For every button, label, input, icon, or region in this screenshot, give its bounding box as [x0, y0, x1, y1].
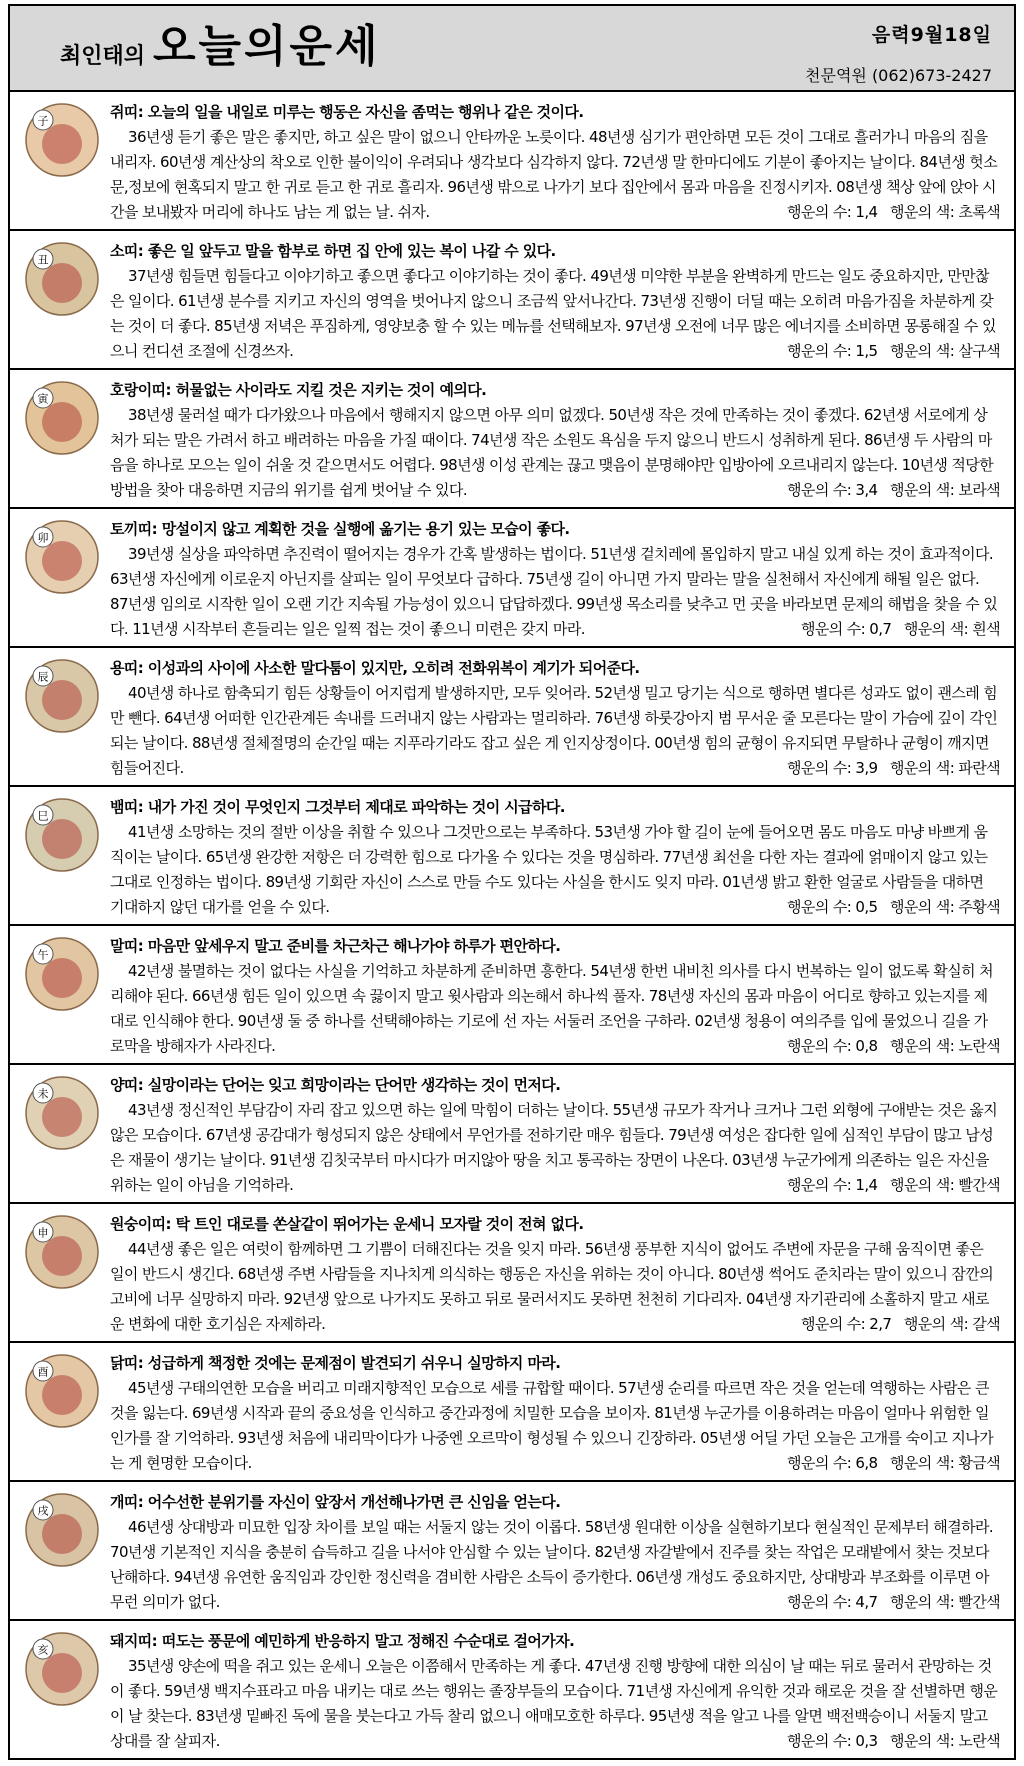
snake-icon	[24, 797, 100, 873]
zodiac-char-badge: 丑	[37, 253, 49, 267]
fortune-headline: 원숭이띠: 탁 트인 대로를 쏜살같이 뛰어가는 운세니 모자랄 것이 전혀 없다.	[110, 1215, 584, 1233]
lucky-info	[769, 478, 1000, 503]
fortune-headline: 호랑이띠: 허물없는 사이라도 지킬 것은 지키는 것이 예의다.	[110, 381, 487, 399]
header-info	[805, 20, 992, 86]
dragon-icon	[24, 658, 100, 734]
zodiac-char-badge: 午	[37, 948, 49, 962]
lucky-color: 행운의 색: 살구색	[889, 342, 1000, 360]
fortune-body	[110, 1098, 1000, 1198]
fortune-text	[110, 1351, 1000, 1476]
lucky-color: 행운의 색: 노란색	[889, 1037, 1000, 1055]
fortune-headline: 뱀띠: 내가 가진 것이 무엇인지 그것부터 제대로 파악하는 것이 시급하다.	[110, 798, 565, 816]
zodiac-char-badge: 卯	[37, 531, 49, 545]
fortune-headline: 말띠: 마음만 앞세우지 말고 준비를 차근차근 해나가야 하루가 편안하다.	[110, 937, 561, 955]
fortune-body-text: 43년생 정신적인 부담감이 자리 잡고 있으면 하는 일에 막힘이 더하는 날이다. 55년생 규모가 작거나 크거나 그런 외형에 구애받는 것은 옳지 않은 모습이다. 67년생 공감대가 형성되지 않은 상태에서 무언가를 전하기란 매우 힘들다. 79년생 여성은 잡다한 일에 심적인 부담이 많고 남성은 재물이 생기는 날이다. 91년생 김칫국부터 마시다가 머지않아 땅을 치고 통곡하는 장면이 나온다. 03년생 누군가에게 의존하는 일은 자신을 위하는 일이 아님을 기억하라.	[110, 1101, 998, 1194]
fortune-body	[110, 1237, 1000, 1337]
fortune-body-text: 44년생 좋은 일은 여럿이 함께하면 그 기쁨이 더해진다는 것을 잊지 마라. 56년생 풍부한 지식이 없어도 주변에 자문을 구해 움직이면 좋은 일이 반드시 생긴다. 68년생 주변 사람들을 지나치게 의식하는 행동은 자신을 위하는 것이 아니다. 80년생 썩어도 준치라는 말이 있으니 잠깐의 고비에 너무 실망하지 마라. 92년생 앞으로 나가지도 못하고 뒤로 물러서지도 못하면 천천히 기다리자. 04년생 자기관리에 소홀하지 말고 새로운 변화에 대한 호기심은 자제하라.	[110, 1240, 994, 1333]
ox-icon	[24, 241, 100, 317]
lucky-info	[769, 339, 1000, 364]
fortune-headline: 개띠: 어수선한 분위기를 자신이 앞장서 개선해나가면 큰 신임을 얻는다.	[110, 1493, 561, 1511]
fortune-body	[110, 264, 1000, 364]
fortune-text	[110, 656, 1000, 781]
fortune-body-text: 40년생 하나로 함축되기 힘든 상황들이 어지럽게 발생하지만, 모두 잊어라. 52년생 밀고 당기는 식으로 행하면 별다른 성과도 없이 괜스레 힘만 뺀다. 64년생 어떠한 인간관계든 속내를 드러내지 않는 사람과는 멀리하라. 76년생 하룻강아지 범 무서운 줄 모른다는 말이 가슴에 깊이 각인되는 날이다. 88년생 절체절명의 순간일 때는 지푸라기라도 잡고 싶은 게 인지상정이다. 00년생 힘의 균형이 유지되면 무탈하나 균형이 깨지면 힘들어진다.	[110, 684, 998, 777]
zodiac-section	[10, 1482, 1014, 1621]
fortune-headline: 쥐띠: 오늘의 일을 내일로 미루는 행동은 자신을 좀먹는 행위나 같은 것이다.	[110, 103, 584, 121]
dog-icon	[24, 1492, 100, 1568]
zodiac-char-badge: 未	[37, 1087, 49, 1101]
lucky-info	[769, 1034, 1000, 1059]
zodiac-section	[10, 1621, 1014, 1758]
fortune-text	[110, 1629, 1000, 1754]
fortune-text	[110, 1490, 1000, 1615]
lucky-info	[783, 617, 1000, 642]
fortune-body-text: 35년생 양손에 떡을 쥐고 있는 운세니 오늘은 이쯤해서 만족하는 게 좋다. 47년생 진행 방향에 대한 의심이 날 때는 뒤로 물러서 관망하는 것이 좋다. 59년생 백지수표라고 마음 내키는 대로 쓰는 행위는 졸장부들의 모습이다. 71년생 자신에게 유익한 것과 해로운 것을 잘 선별하면 행운이 날 찾는다. 83년생 밑빠진 독에 물을 붓는다고 가득 찰리 없으니 애매모호한 하루다. 95년생 적을 알고 나를 알면 백전백승이니 서둘지 말고 상대를 잘 살피자.	[110, 1657, 998, 1750]
lucky-number: 행운의 수: 4,7	[787, 1593, 878, 1611]
fortune-body-text: 46년생 상대방과 미묘한 입장 차이를 보일 때는 서둘지 않는 것이 이롭다. 58년생 원대한 이상을 실현하기보다 현실적인 문제부터 해결하라. 70년생 기본적인 지식을 충분히 습득하고 길을 나서야 안심할 수 있는 날이다. 82년생 자갈밭에서 진주를 찾는 작업은 모래밭에서 찾는 것보다 난해하다. 94년생 유연한 움직임과 강인한 정신력을 겸비한 사람은 소득이 증가한다. 06년생 개성도 중요하지만, 상대방과 부조화를 이루면 아무런 의미가 없다.	[110, 1518, 994, 1611]
lucky-color: 행운의 색: 황금색	[889, 1454, 1000, 1472]
horse-icon	[24, 936, 100, 1012]
fortune-body	[110, 1376, 1000, 1476]
lucky-color: 행운의 색: 파란색	[889, 759, 1000, 777]
lucky-info	[769, 1590, 1000, 1615]
zodiac-char-badge: 戌	[37, 1504, 49, 1518]
zodiac-char-badge: 子	[37, 114, 49, 128]
lunar-date: 음력9월18일	[871, 24, 992, 46]
lucky-color: 행운의 색: 주황색	[889, 898, 1000, 916]
zodiac-section	[10, 1204, 1014, 1343]
lucky-number: 행운의 수: 0,3	[787, 1732, 878, 1750]
fortune-headline: 토끼띠: 망설이지 않고 계획한 것을 실행에 옮기는 용기 있는 모습이 좋다.	[110, 520, 570, 538]
column-author: 최인태의	[60, 43, 146, 69]
fortune-body-text: 41년생 소망하는 것의 절반 이상을 취할 수 있으나 그것만으로는 부족하다. 53년생 가야 할 길이 눈에 들어오면 몸도 마음도 마냥 바쁘게 움직이는 날이다. 65년생 완강한 저항은 더 강력한 힘으로 다가올 수 있다는 것을 명심하라. 77년생 최선을 다한 자는 결과에 얽매이지 않고 있는 그대로 인정하는 법이다. 89년생 기회란 자신이 스스로 만들 수도 있다는 사실을 한시도 잊지 마라. 01년생 밝고 환한 얼굴로 사람들을 대하면 기대하지 않던 대가를 얻을 수 있다.	[110, 823, 988, 916]
lucky-color: 행운의 색: 흰색	[903, 620, 1000, 638]
rabbit-icon	[24, 519, 100, 595]
fortune-body-text: 36년생 듣기 좋은 말은 좋지만, 하고 싶은 말이 없으니 안타까운 노릇이다. 48년생 심기가 편안하면 모든 것이 그대로 흘러가니 마음의 짐을 내리자. 60년생 계산상의 착오로 인한 불이익이 우려되나 생각보다 심각하지 않다. 72년생 말 한마디에도 기분이 좋아지는 날이다. 84년생 헛소문,정보에 현혹되지 말고 한 귀로 듣고 한 귀로 흘리자. 96년생 밖으로 나가기 보다 집안에서 몸과 마음을 진정시키자. 08년생 책상 앞에 앉아 시간을 보내봤자 머리에 하나도 남는 게 없는 날. 쉬자.	[110, 128, 998, 221]
zodiac-char-badge: 巳	[37, 809, 49, 823]
column-title: 오늘의운세	[153, 21, 381, 72]
lucky-number: 행운의 수: 1,4	[787, 203, 878, 221]
zodiac-char-badge: 辰	[37, 670, 49, 684]
fortune-body-text: 39년생 실상을 파악하면 추진력이 떨어지는 경우가 간혹 발생하는 법이다. 51년생 겉치레에 몰입하지 말고 내실 있게 하는 것이 효과적이다. 63년생 자신에게 이로운지 아닌지를 살피는 일이 무엇보다 급하다. 75년생 길이 아니면 가지 말라는 말을 실천해서 자신에게 해될 일은 없다. 87년생 임의로 시작한 일이 오랜 기간 지속될 가능성이 있으니 답답하겠다. 99년생 목소리를 낮추고 먼 곳을 바라보면 문제의 해법을 찾을 수 있다. 11년생 시작부터 흔들리는 일은 일찍 접는 것이 좋으니 미련은 갖지 마라.	[110, 545, 998, 638]
lucky-info	[769, 756, 1000, 781]
zodiac-char-badge: 酉	[37, 1365, 49, 1379]
fortune-page	[8, 4, 1016, 1760]
sheep-icon	[24, 1075, 100, 1151]
page-header	[10, 6, 1014, 92]
fortune-body-text: 38년생 물러설 때가 다가왔으나 마음에서 행해지지 않으면 아무 의미 없겠다. 50년생 작은 것에 만족하는 것이 좋겠다. 62년생 서로에게 상처가 되는 말은 가려서 하고 배려하는 마음을 가질 때이다. 74년생 작은 소원도 욕심을 두지 않으니 반드시 성취하게 된다. 86년생 두 사람의 마음을 하나로 모으는 일이 쉬울 것 같으면서도 어렵다. 98년생 이성 관계는 끊고 맺음이 분명해야만 입방아에 오르내리지 않는다. 10년생 적당한 방법을 찾아 대응하면 지금의 위기를 쉽게 벗어날 수 있다.	[110, 406, 994, 499]
lucky-number: 행운의 수: 3,9	[787, 759, 878, 777]
fortune-body-text: 37년생 힘들면 힘들다고 이야기하고 좋으면 좋다고 이야기하는 것이 좋다. 49년생 미약한 부분을 완벽하게 만드는 일도 중요하지만, 만만찮은 일이다. 61년생 분수를 지키고 자신의 영역을 벗어나지 않으니 조금씩 앞서나간다. 73년생 진행이 더딜 때는 오히려 마음가짐을 차분하게 갖는 것이 더 좋다. 85년생 저녁은 푸짐하게, 영양보충 할 수 있는 메뉴를 선택해보자. 97년생 오전에 너무 많은 에너지를 소비하면 몽롱해질 수 있으니 컨디션 조절에 신경쓰자.	[110, 267, 996, 360]
tiger-icon	[24, 380, 100, 456]
zodiac-section	[10, 1065, 1014, 1204]
lucky-color: 행운의 색: 노란색	[889, 1732, 1000, 1750]
lucky-number: 행운의 수: 2,7	[800, 1315, 892, 1333]
lucky-color: 행운의 색: 초록색	[889, 203, 1000, 221]
pig-icon	[24, 1631, 100, 1707]
zodiac-section	[10, 370, 1014, 509]
fortune-text	[110, 100, 1000, 225]
fortune-body	[110, 542, 1000, 642]
lucky-number: 행운의 수: 1,4	[787, 1176, 878, 1194]
fortune-text	[110, 1073, 1000, 1198]
rat-icon	[24, 102, 100, 178]
lucky-number: 행운의 수: 0,5	[787, 898, 878, 916]
zodiac-char-badge: 申	[37, 1226, 49, 1240]
zodiac-section	[10, 648, 1014, 787]
fortune-body	[110, 1515, 1000, 1615]
lucky-number: 행운의 수: 0,7	[800, 620, 892, 638]
lucky-info	[769, 1173, 1000, 1198]
fortune-text	[110, 517, 1000, 642]
fortune-body	[110, 403, 1000, 503]
zodiac-section	[10, 926, 1014, 1065]
column-brand	[60, 22, 381, 74]
lucky-number: 행운의 수: 6,8	[787, 1454, 878, 1472]
zodiac-char-badge: 寅	[37, 392, 49, 406]
monkey-icon	[24, 1214, 100, 1290]
fortune-headline: 돼지띠: 떠도는 풍문에 예민하게 반응하지 말고 정해진 수순대로 걸어가자.	[110, 1632, 575, 1650]
zodiac-section	[10, 92, 1014, 231]
fortune-text	[110, 795, 1000, 920]
fortune-headline: 양띠: 실망이라는 단어는 잊고 희망이라는 단어만 생각하는 것이 먼저다.	[110, 1076, 561, 1094]
fortune-body-text: 42년생 불멸하는 것이 없다는 사실을 기억하고 차분하게 준비하면 흥한다. 54년생 한번 내비친 의사를 다시 번복하는 일이 없도록 확실히 처리해야 된다. 66년생 힘든 일이 있으면 속 끓이지 말고 윗사람과 의논해서 하나씩 풀자. 78년생 자신의 몸과 마음이 어디로 향하고 있는지를 제대로 인식해야 한다. 90년생 둘 중 하나를 선택해야하는 기로에 선 자는 서둘러 조언을 구하라. 02년생 청용이 여의주를 입에 물었으니 길을 가로막을 방해자가 사라진다.	[110, 962, 994, 1055]
lucky-info	[769, 1451, 1000, 1476]
lucky-info	[769, 895, 1000, 920]
lucky-color: 행운의 색: 빨간색	[889, 1593, 1000, 1611]
lucky-info	[769, 200, 1000, 225]
rooster-icon	[24, 1353, 100, 1429]
lucky-info	[769, 1729, 1000, 1754]
fortune-body	[110, 681, 1000, 781]
fortune-text	[110, 378, 1000, 503]
fortune-headline: 소띠: 좋은 일 앞두고 말을 함부로 하면 집 안에 있는 복이 나갈 수 있다.	[110, 242, 556, 260]
fortune-body-text: 45년생 구태의연한 모습을 버리고 미래지향적인 모습으로 세를 규합할 때이다. 57년생 순리를 따르면 작은 것을 얻는데 역행하는 사람은 큰 것을 잃는다. 69년생 시작과 끝의 중요성을 인식하고 중간과정에 치밀한 모습을 보이자. 81년생 누군가를 이용하려는 마음이 얼마나 위험한 일인가를 잘 기억하라. 93년생 처음에 내리막이다가 나중엔 오르막이 형성될 수 있으니 긴장하라. 05년생 어딜 가던 오늘은 고개를 숙이고 지나가는 게 현명한 모습이다.	[110, 1379, 994, 1472]
lucky-color: 행운의 색: 갈색	[903, 1315, 1000, 1333]
zodiac-section	[10, 231, 1014, 370]
lucky-color: 행운의 색: 빨간색	[889, 1176, 1000, 1194]
fortune-headline: 용띠: 이성과의 사이에 사소한 말다툼이 있지만, 오히려 전화위복이 계기가 되어준다.	[110, 659, 640, 677]
zodiac-section	[10, 1343, 1014, 1482]
lucky-number: 행운의 수: 3,4	[787, 481, 878, 499]
fortune-body	[110, 1654, 1000, 1754]
contact-info: 천문역원 (062)673-2427	[805, 66, 992, 85]
fortune-text	[110, 239, 1000, 364]
zodiac-section	[10, 787, 1014, 926]
fortune-body	[110, 959, 1000, 1059]
zodiac-char-badge: 亥	[37, 1643, 49, 1657]
fortune-body	[110, 125, 1000, 225]
fortune-body	[110, 820, 1000, 920]
fortune-text	[110, 1212, 1000, 1337]
fortune-text	[110, 934, 1000, 1059]
zodiac-section	[10, 509, 1014, 648]
lucky-color: 행운의 색: 보라색	[889, 481, 1000, 499]
lucky-number: 행운의 수: 0,8	[787, 1037, 878, 1055]
fortune-headline: 닭띠: 성급하게 책정한 것에는 문제점이 발견되기 쉬우니 실망하지 마라.	[110, 1354, 561, 1372]
lucky-number: 행운의 수: 1,5	[787, 342, 878, 360]
lucky-info	[783, 1312, 1000, 1337]
